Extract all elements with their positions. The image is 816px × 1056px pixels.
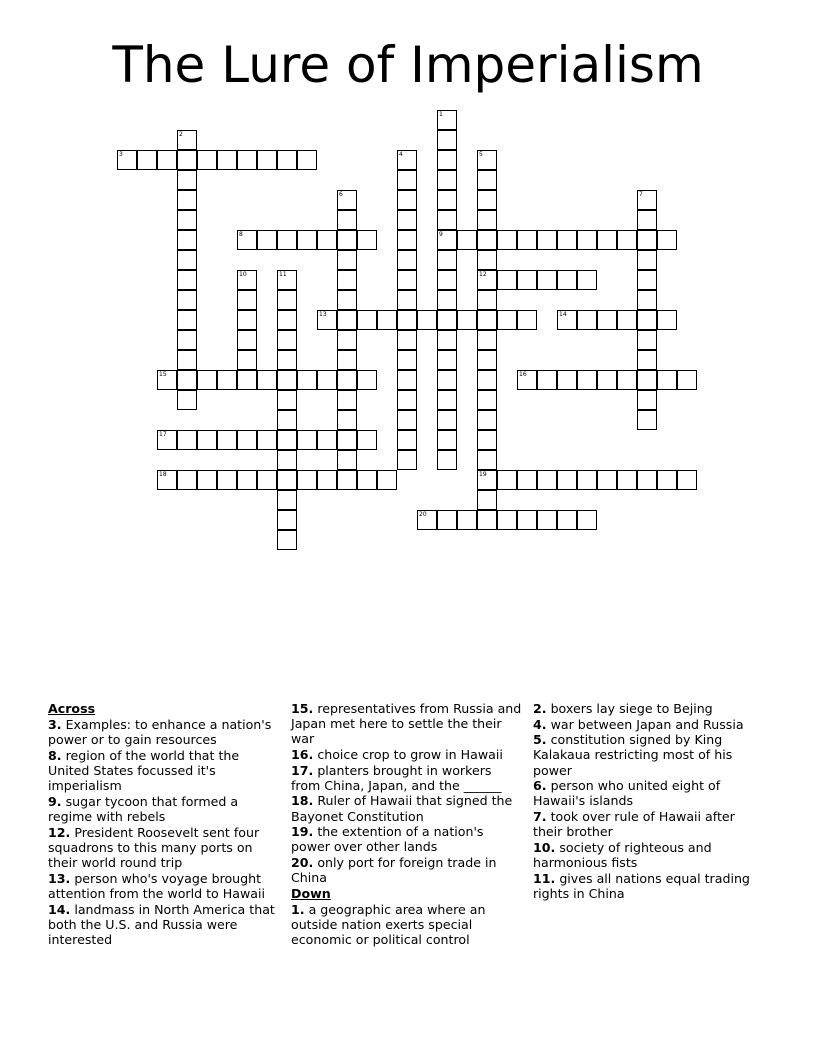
crossword-cell[interactable] <box>117 150 137 170</box>
crossword-cell[interactable] <box>217 430 237 450</box>
crossword-cell[interactable] <box>157 150 177 170</box>
clue-text: society of righteous and harmonious fists <box>533 839 712 870</box>
clue-text: region of the world that the United States focussed it's imperialism <box>48 748 240 794</box>
crossword-cell[interactable] <box>637 230 657 250</box>
crossword-cell[interactable] <box>477 370 497 390</box>
clue-number: 17. <box>291 762 314 778</box>
crossword-cell[interactable] <box>437 150 457 170</box>
crossword-cell[interactable] <box>217 470 237 490</box>
clues-column-3 <box>533 701 765 901</box>
crossword-cell[interactable] <box>657 230 677 250</box>
clue-text: President Roosevelt sent four squadrons to this many ports on their world round trip <box>48 824 260 871</box>
clue-number: 6. <box>533 778 547 794</box>
crossword-cell[interactable] <box>357 430 377 450</box>
clue-number: 15. <box>291 701 314 716</box>
clue-item <box>291 763 523 793</box>
crossword-cell[interactable] <box>437 210 457 230</box>
crossword-cell[interactable] <box>637 370 657 390</box>
crossword-cell[interactable] <box>577 370 597 390</box>
clue-number: 10. <box>533 839 556 855</box>
crossword-cell[interactable] <box>297 430 317 450</box>
clue-text: war between Japan and Russia <box>546 716 744 732</box>
crossword-cell[interactable] <box>477 230 497 250</box>
crossword-cell[interactable] <box>297 150 317 170</box>
crossword-cell[interactable] <box>537 270 557 290</box>
crossword-cell[interactable] <box>637 330 657 350</box>
clue-number: 1. <box>291 901 305 917</box>
clue-text: person who's voyage brought attention from the world to Hawaii <box>48 870 265 901</box>
clue-number: 13. <box>48 870 71 886</box>
crossword-cell[interactable] <box>497 510 517 530</box>
crossword-cell[interactable] <box>197 430 217 450</box>
crossword-cell[interactable] <box>477 470 497 490</box>
crossword-cell[interactable] <box>437 250 457 270</box>
clues-column-2 <box>291 701 523 948</box>
crossword-cell[interactable] <box>337 270 357 290</box>
clue-text: boxers lay siege to Bejing <box>546 701 713 716</box>
crossword-cell[interactable] <box>177 190 197 210</box>
crossword-cell[interactable] <box>437 230 457 250</box>
clue-item <box>48 748 280 794</box>
crossword-cell[interactable] <box>397 450 417 470</box>
crossword-cell[interactable] <box>617 310 637 330</box>
clue-text: only port for foreign trade in China <box>291 854 497 886</box>
crossword-cell[interactable] <box>537 230 557 250</box>
crossword-cell[interactable] <box>377 470 397 490</box>
crossword-cell[interactable] <box>677 470 697 490</box>
crossword-cell[interactable] <box>177 370 197 390</box>
crossword-cell[interactable] <box>517 310 537 330</box>
crossword-cell[interactable] <box>617 230 637 250</box>
crossword-cell[interactable] <box>477 250 497 270</box>
crossword-cell[interactable] <box>577 230 597 250</box>
crossword-cell[interactable] <box>537 470 557 490</box>
clues-column-1 <box>48 701 280 948</box>
crossword-cell[interactable] <box>237 330 257 350</box>
crossword-cell[interactable] <box>437 310 457 330</box>
crossword-cell[interactable] <box>197 370 217 390</box>
clue-item <box>291 701 523 747</box>
crossword-cell[interactable] <box>477 330 497 350</box>
cell-number: 2 <box>179 131 183 138</box>
crossword-cell[interactable] <box>417 310 437 330</box>
crossword-cell[interactable] <box>577 270 597 290</box>
clue-text: landmass in North America that both the U.S. and Russia were interested <box>48 901 275 947</box>
crossword-cell[interactable] <box>237 370 257 390</box>
clue-number: 12. <box>48 824 71 840</box>
crossword-cell[interactable] <box>157 470 177 490</box>
clue-item <box>533 840 765 870</box>
crossword-cell[interactable] <box>177 290 197 310</box>
crossword-cell[interactable] <box>357 230 377 250</box>
crossword-cell[interactable] <box>317 230 337 250</box>
crossword-cell[interactable] <box>477 450 497 470</box>
crossword-cell[interactable] <box>177 350 197 370</box>
crossword-cell[interactable] <box>397 290 417 310</box>
crossword-cell[interactable] <box>237 270 257 290</box>
clue-text: Examples: to enhance a nation's power or to gain resources <box>48 717 272 748</box>
crossword-cell[interactable] <box>377 310 397 330</box>
crossword-cell[interactable] <box>177 310 197 330</box>
crossword-cell[interactable] <box>617 370 637 390</box>
crossword-cell[interactable] <box>317 470 337 490</box>
crossword-cell[interactable] <box>497 470 517 490</box>
crossword-cell[interactable] <box>457 310 477 330</box>
crossword-cell[interactable] <box>237 350 257 370</box>
clue-number: 14. <box>48 901 71 917</box>
crossword-cell[interactable] <box>397 350 417 370</box>
clue-item <box>533 778 765 808</box>
crossword-cell[interactable] <box>477 350 497 370</box>
crossword-cell[interactable] <box>637 350 657 370</box>
crossword-cell[interactable] <box>477 150 497 170</box>
crossword-cell[interactable] <box>437 190 457 210</box>
crossword-cell[interactable] <box>157 370 177 390</box>
crossword-cell[interactable] <box>337 350 357 370</box>
crossword-cell[interactable] <box>277 530 297 550</box>
crossword-cell[interactable] <box>397 430 417 450</box>
clue-number: 5. <box>533 732 547 748</box>
crossword-cell[interactable] <box>437 170 457 190</box>
clue-item <box>48 871 280 901</box>
crossword-cell[interactable] <box>297 470 317 490</box>
clue-number: 19. <box>291 824 314 840</box>
crossword-cell[interactable] <box>437 130 457 150</box>
crossword-cell[interactable] <box>317 370 337 390</box>
crossword-cell[interactable] <box>517 270 537 290</box>
cell-number: 15 <box>159 371 167 378</box>
crossword-cell[interactable] <box>217 150 237 170</box>
crossword-cell[interactable] <box>257 150 277 170</box>
crossword-cell[interactable] <box>277 330 297 350</box>
crossword-cell[interactable] <box>337 190 357 210</box>
crossword-cell[interactable] <box>477 310 497 330</box>
cell-number: 4 <box>399 151 403 158</box>
crossword-cell[interactable] <box>197 150 217 170</box>
clue-item <box>48 794 280 824</box>
cell-number: 3 <box>119 151 123 158</box>
crossword-cell[interactable] <box>477 510 497 530</box>
cell-number: 14 <box>559 311 567 318</box>
crossword-cell[interactable] <box>257 430 277 450</box>
clue-number: 7. <box>533 808 547 824</box>
cell-number: 5 <box>479 151 483 158</box>
clue-item <box>48 825 280 871</box>
crossword-cell[interactable] <box>517 230 537 250</box>
clue-item <box>291 855 523 885</box>
crossword-cell[interactable] <box>557 370 577 390</box>
crossword-cell[interactable] <box>337 290 357 310</box>
crossword-cell[interactable] <box>637 310 657 330</box>
crossword-cell[interactable] <box>437 450 457 470</box>
cell-number: 8 <box>239 231 243 238</box>
crossword-cell[interactable] <box>237 290 257 310</box>
clue-item <box>533 717 765 732</box>
clue-text: person who united eight of Hawaii's islands <box>533 778 721 809</box>
crossword-cell[interactable] <box>177 150 197 170</box>
crossword-cell[interactable] <box>257 230 277 250</box>
crossword-cell[interactable] <box>537 510 557 530</box>
cell-number: 13 <box>319 311 327 318</box>
crossword-cell[interactable] <box>637 210 657 230</box>
crossword-cell[interactable] <box>337 310 357 330</box>
crossword-cell[interactable] <box>437 270 457 290</box>
crossword-cell[interactable] <box>517 510 537 530</box>
cell-number: 10 <box>239 271 247 278</box>
crossword-cell[interactable] <box>237 230 257 250</box>
crossword-cell[interactable] <box>277 290 297 310</box>
clue-item <box>291 747 523 762</box>
crossword-cell[interactable] <box>157 430 177 450</box>
crossword-cell[interactable] <box>557 310 577 330</box>
crossword-cell[interactable] <box>577 510 597 530</box>
clue-text: choice crop to grow in Hawaii <box>313 747 503 762</box>
crossword-cell[interactable] <box>177 430 197 450</box>
crossword-cell[interactable] <box>457 230 477 250</box>
crossword-cell[interactable] <box>517 370 537 390</box>
clue-text: Ruler of Hawaii that signed the Bayonet Constitution <box>291 793 513 824</box>
clue-number: 20. <box>291 854 314 870</box>
cell-number: 17 <box>159 431 167 438</box>
crossword-cell[interactable] <box>397 310 417 330</box>
crossword-cell[interactable] <box>277 410 297 430</box>
crossword-cell[interactable] <box>257 370 277 390</box>
clue-item <box>533 809 765 839</box>
crossword-cell[interactable] <box>337 410 357 430</box>
crossword-cell[interactable] <box>397 330 417 350</box>
crossword-cell[interactable] <box>617 470 637 490</box>
crossword-cell[interactable] <box>477 190 497 210</box>
crossword-cell[interactable] <box>437 390 457 410</box>
clue-item <box>533 871 765 901</box>
crossword-cell[interactable] <box>637 190 657 210</box>
crossword-cell[interactable] <box>397 250 417 270</box>
crossword-cell[interactable] <box>557 470 577 490</box>
clue-number: 2. <box>533 701 547 716</box>
crossword-cell[interactable] <box>337 430 357 450</box>
crossword-cell[interactable] <box>457 510 477 530</box>
crossword-cell[interactable] <box>277 430 297 450</box>
page-title: The Lure of Imperialism <box>112 36 704 94</box>
crossword-cell[interactable] <box>537 370 557 390</box>
crossword-cell[interactable] <box>477 410 497 430</box>
crossword-cell[interactable] <box>557 270 577 290</box>
crossword-cell[interactable] <box>497 270 517 290</box>
cell-number: 12 <box>479 271 487 278</box>
crossword-cell[interactable] <box>197 470 217 490</box>
crossword-cell[interactable] <box>297 370 317 390</box>
cell-number: 11 <box>279 271 287 278</box>
crossword-cell[interactable] <box>397 150 417 170</box>
crossword-cell[interactable] <box>337 390 357 410</box>
crossword-cell[interactable] <box>637 270 657 290</box>
crossword-cell[interactable] <box>277 470 297 490</box>
crossword-cell[interactable] <box>337 370 357 390</box>
crossword-cell[interactable] <box>397 370 417 390</box>
crossword-cell[interactable] <box>437 510 457 530</box>
crossword-cell[interactable] <box>217 370 237 390</box>
cell-number: 7 <box>639 191 643 198</box>
crossword-cell[interactable] <box>637 250 657 270</box>
crossword-cell[interactable] <box>317 430 337 450</box>
crossword-cell[interactable] <box>337 210 357 230</box>
clue-text: gives all nations equal trading rights in China <box>533 870 750 901</box>
crossword-cell[interactable] <box>597 470 617 490</box>
clue-text: constitution signed by King Kalakaua restricting most of his power <box>533 732 733 778</box>
crossword-cell[interactable] <box>477 430 497 450</box>
crossword-cell[interactable] <box>357 310 377 330</box>
cell-number: 1 <box>439 111 443 118</box>
crossword-cell[interactable] <box>177 210 197 230</box>
crossword-cell[interactable] <box>497 230 517 250</box>
crossword-cell[interactable] <box>477 390 497 410</box>
crossword-cell[interactable] <box>177 130 197 150</box>
crossword-cell[interactable] <box>657 310 677 330</box>
crossword-cell[interactable] <box>557 230 577 250</box>
crossword-cell[interactable] <box>277 490 297 510</box>
crossword-cell[interactable] <box>177 250 197 270</box>
crossword-cell[interactable] <box>177 270 197 290</box>
crossword-cell[interactable] <box>597 230 617 250</box>
clue-text: a geographic area where an outside nation exerts special economic or political control <box>291 901 486 948</box>
crossword-cell[interactable] <box>637 290 657 310</box>
down-heading: Down <box>291 885 331 901</box>
crossword-cell[interactable] <box>477 170 497 190</box>
crossword-cell[interactable] <box>277 270 297 290</box>
crossword-cell[interactable] <box>257 470 277 490</box>
crossword-cell[interactable] <box>337 330 357 350</box>
clue-item <box>48 717 280 747</box>
crossword-cell[interactable] <box>437 330 457 350</box>
crossword-cell[interactable] <box>337 470 357 490</box>
crossword-cell[interactable] <box>177 470 197 490</box>
crossword-cell[interactable] <box>177 330 197 350</box>
crossword-cell[interactable] <box>177 170 197 190</box>
crossword-cell[interactable] <box>477 490 497 510</box>
crossword-cell[interactable] <box>637 470 657 490</box>
clue-number: 18. <box>291 793 314 809</box>
crossword-cell[interactable] <box>437 430 457 450</box>
crossword-cell[interactable] <box>437 350 457 370</box>
crossword-cell[interactable] <box>477 210 497 230</box>
crossword-cell[interactable] <box>277 390 297 410</box>
crossword-cell[interactable] <box>277 450 297 470</box>
crossword-cell[interactable] <box>237 150 257 170</box>
crossword-cell[interactable] <box>277 350 297 370</box>
crossword-cell[interactable] <box>397 390 417 410</box>
crossword-cell[interactable] <box>597 370 617 390</box>
cell-number: 18 <box>159 471 167 478</box>
crossword-cell[interactable] <box>417 510 437 530</box>
crossword-cell[interactable] <box>277 150 297 170</box>
clue-text: took over rule of Hawaii after their brother <box>533 808 735 840</box>
crossword-cell[interactable] <box>337 250 357 270</box>
crossword-cell[interactable] <box>437 410 457 430</box>
crossword-cell[interactable] <box>337 230 357 250</box>
crossword-cell[interactable] <box>557 510 577 530</box>
clue-number: 8. <box>48 748 62 763</box>
crossword-cell[interactable] <box>657 370 677 390</box>
crossword-cell[interactable] <box>277 370 297 390</box>
clue-number: 9. <box>48 794 62 809</box>
crossword-cell[interactable] <box>437 290 457 310</box>
crossword-cell[interactable] <box>577 470 597 490</box>
clue-number: 3. <box>48 717 62 733</box>
crossword-cell[interactable] <box>397 170 417 190</box>
crossword-cell[interactable] <box>317 310 337 330</box>
crossword-cell[interactable] <box>497 310 517 330</box>
crossword-cell[interactable] <box>177 390 197 410</box>
cell-number: 16 <box>519 371 527 378</box>
crossword-cell[interactable] <box>477 270 497 290</box>
clue-number: 4. <box>533 716 547 732</box>
clue-text: representatives from Russia and Japan met here to settle the their war <box>291 701 522 747</box>
crossword-cell[interactable] <box>437 110 457 130</box>
clue-number: 16. <box>291 747 314 762</box>
crossword-cell[interactable] <box>297 230 317 250</box>
crossword-cell[interactable] <box>357 470 377 490</box>
crossword-cell[interactable] <box>577 310 597 330</box>
crossword-cell[interactable] <box>337 450 357 470</box>
clue-item <box>533 732 765 778</box>
crossword-cell[interactable] <box>277 510 297 530</box>
clue-text: the extention of a nation's power over other lands <box>291 824 484 855</box>
clue-text: planters brought in workers from China, Japan, and the ______ <box>291 762 502 793</box>
crossword-cell[interactable] <box>397 190 417 210</box>
crossword-cell[interactable] <box>397 230 417 250</box>
clue-item <box>48 902 280 948</box>
cell-number: 19 <box>479 471 487 478</box>
crossword-cell[interactable] <box>517 470 537 490</box>
crossword-cell[interactable] <box>597 310 617 330</box>
cell-number: 9 <box>439 231 443 238</box>
cell-number: 20 <box>419 511 427 518</box>
crossword-cell[interactable] <box>237 470 257 490</box>
crossword-cell[interactable] <box>637 410 657 430</box>
crossword-cell[interactable] <box>677 370 697 390</box>
crossword-cell[interactable] <box>357 370 377 390</box>
crossword-cell[interactable] <box>277 310 297 330</box>
crossword-cell[interactable] <box>657 470 677 490</box>
crossword-cell[interactable] <box>397 210 417 230</box>
crossword-cell[interactable] <box>277 230 297 250</box>
crossword-cell[interactable] <box>477 290 497 310</box>
crossword-cell[interactable] <box>637 390 657 410</box>
clue-text: sugar tycoon that formed a regime with rebels <box>48 794 239 825</box>
clue-item <box>291 793 523 823</box>
cell-number: 6 <box>339 191 343 198</box>
crossword-cell[interactable] <box>137 150 157 170</box>
clue-item <box>291 824 523 854</box>
crossword-cell[interactable] <box>397 410 417 430</box>
clue-item <box>533 701 765 716</box>
crossword-cell[interactable] <box>177 230 197 250</box>
crossword-cell[interactable] <box>397 270 417 290</box>
crossword-cell[interactable] <box>437 370 457 390</box>
crossword-cell[interactable] <box>237 430 257 450</box>
clue-item <box>291 902 523 948</box>
crossword-cell[interactable] <box>237 310 257 330</box>
across-heading: Across <box>48 701 96 716</box>
clue-number: 11. <box>533 870 556 886</box>
